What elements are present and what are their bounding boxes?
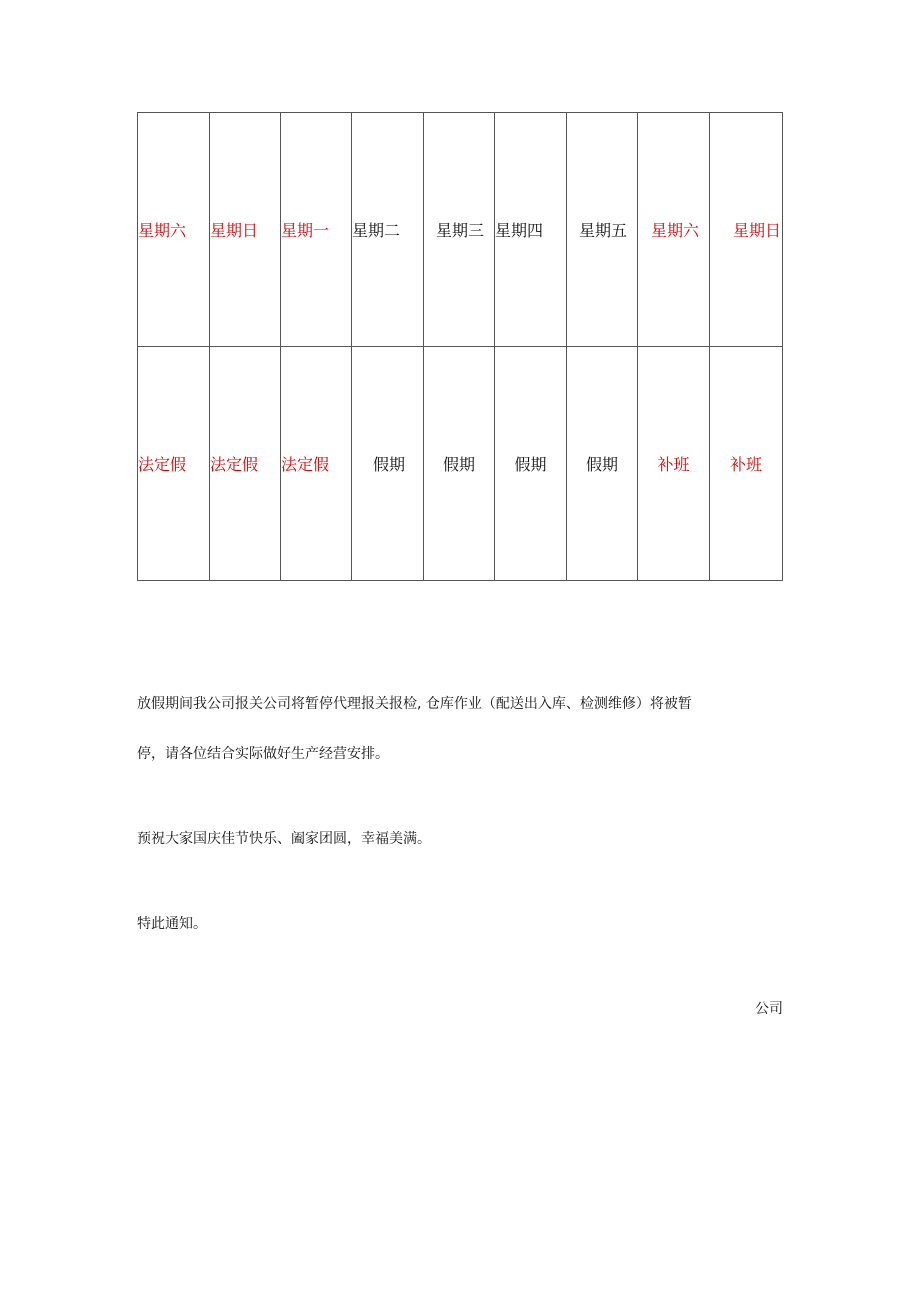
weekday-cell: 星期日 — [210, 113, 281, 347]
status-cell: 假期 — [567, 347, 638, 581]
weekday-cell: 星期日 — [710, 113, 783, 347]
weekday-cell: 星期五 — [567, 113, 638, 347]
weekday-cell: 星期四 — [495, 113, 567, 347]
status-cell: 假期 — [352, 347, 424, 581]
status-cell: 法定假 — [281, 347, 352, 581]
notice-paragraph-line2: 停，请各位结合实际做好生产经营安排。 — [137, 746, 389, 762]
status-cell: 假期 — [495, 347, 567, 581]
closing-paragraph: 特此通知。 — [137, 916, 207, 932]
weekday-cell: 星期一 — [281, 113, 352, 347]
status-cell: 法定假 — [138, 347, 210, 581]
status-cell: 补班 — [638, 347, 710, 581]
status-cell: 假期 — [424, 347, 495, 581]
company-signature: 公司 — [755, 1001, 783, 1017]
weekday-cell: 星期二 — [352, 113, 424, 347]
weekday-cell: 星期六 — [138, 113, 210, 347]
status-row — [138, 347, 783, 581]
weekday-cell: 星期三 — [424, 113, 495, 347]
status-cell: 法定假 — [210, 347, 281, 581]
notice-paragraph-line1: 放假期间我公司报关公司将暂停代理报关报检, 仓库作业（配送出入库、检测维修）将被暂 — [137, 696, 692, 712]
weekday-cell: 星期六 — [638, 113, 710, 347]
holiday-schedule-table — [137, 112, 783, 581]
weekday-row — [138, 113, 783, 347]
greeting-paragraph: 预祝大家国庆佳节快乐、阖家团圆，幸福美满。 — [137, 831, 431, 847]
status-cell: 补班 — [710, 347, 783, 581]
